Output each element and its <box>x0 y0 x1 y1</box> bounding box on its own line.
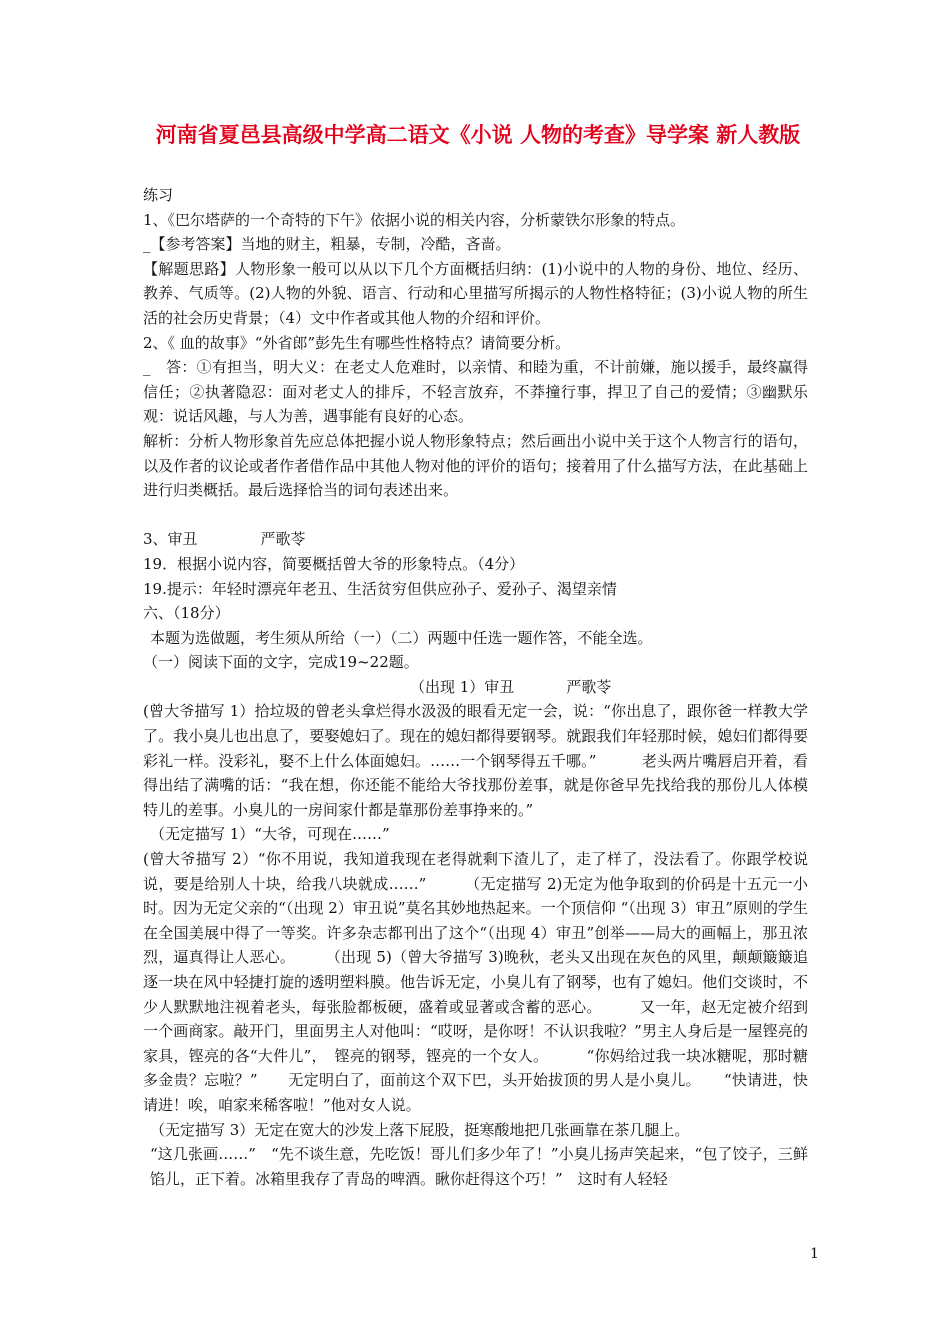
section-3-heading <box>143 527 808 552</box>
passage-paragraph: “这几张画……” “先不谈生意，先吃饭！哥儿们多少年了！”小臭儿扬声笑起来，“包了饺子，三鲜馅儿，正下着。冰箱里我存了青岛的啤酒。瞅你赶得这个巧！” 这时有人轻轻 <box>150 1145 808 1188</box>
answer-1: _【参考答案】当地的财主，粗暴，专制，冷酷，吝啬。 <box>143 235 511 254</box>
passage-paragraph: (曾大爷描写 1）拾垃圾的曾老头拿烂得水汲汲的眼看无定一会，说：“你出息了，跟你爸一样教大学了。我小臭儿也出息了，要娶媳妇了。现在的媳妇都得要钢琴。就跟我们年轻那时候，媳妇们都得要彩礼一样。没彩礼，娶不上什么体面媳妇。……一个钢琴得五千哪。” 老头两片嘴唇启开着，看得出结了满嘴的话：“我在想，你还能不能给大爷找那份差事，就是你爸早先找给我的那份儿人体模特儿的差事。小臭儿的一房间家什都是靠那份差事挣来的。” <box>143 702 808 819</box>
question-19: 19．根据小说内容，简要概括曾大爷的形象特点。（4分） <box>143 554 525 573</box>
document-body <box>143 183 808 1191</box>
answer-2: _ 答：①有担当，明大义：在老丈人危难时，以亲情、和睦为重，不计前嫌，施以援手，最终赢得信任；②执著隐忍：面对老丈人的排斥，不轻言放弃，不莽撞行事，捍卫了自己的爱情；③幽默乐观：说话风趣，与人为善，遇事能有良好的心态。 <box>143 358 808 426</box>
passage-paragraph: （无定描写 1）“大爷，可现在……” <box>150 825 390 844</box>
hint-19: 19.提示：年轻时漂亮年老丑、生活贫穷但供应孙子、爱孙子、渴望亲情 <box>143 579 617 598</box>
section-3-title: 3、审丑 <box>143 530 198 549</box>
selection-instructions: 本题为选做题，考生须从所给（一）（二）两题中任选一题作答，不能全选。 <box>150 628 653 647</box>
passage-paragraph: （无定描写 3）无定在宽大的沙发上落下屁股，挺寒酸地把几张画靠在茶几腿上。 <box>150 1120 690 1139</box>
practice-heading: 练习 <box>143 186 174 204</box>
question-1: 1、《巴尔塔萨的一个奇特的下午》依据小说的相关内容，分析蒙铁尔形象的特点。 <box>143 210 686 229</box>
document-title: 河南省夏邑县高级中学高二语文《小说 人物的考查》导学案 新人教版 <box>155 123 801 147</box>
passage-author: 严歌苓 <box>566 677 612 696</box>
spacer <box>143 503 808 528</box>
solution-approach: 【解题思路】人物形象一般可以从以下几个方面概括归纳：(1)小说中的人物的身份、地位、经历、教养、气质等。(2)人物的外貌、语言、行动和心里描写所揭示的人物性格特征；(3)小说人物的所生活的社会历史背景；（4）文中作者或其他人物的介绍和评价。 <box>143 259 808 327</box>
question-2: 2、《 血的故事》“外省郎”彭先生有哪些性格特点？请简要分析。 <box>143 333 571 352</box>
section-3-author: 严歌苓 <box>260 530 306 549</box>
analysis: 解析：分析人物形象首先应总体把握小说人物形象特点；然后画出小说中关于这个人物言行的语句，以及作者的议论或者作者借作品中其他人物对他的评价的语句；接着用了什么描写方法，在此基础上进行归类概括。最后选择恰当的词句表述出来。 <box>143 431 808 500</box>
section-6-heading: 六、（18分） <box>143 604 230 623</box>
passage-paragraph: (曾大爷描写 2）“你不用说，我知道我现在老得就剩下渣儿了，走了样了，没法看了。你跟学校说说，要是给别人十块，给我八块就成……” （无定描写 2)无定为他争取到的价码是十五元一小时。因为无定父亲的“（出现 2）审丑说”莫名其妙地热起来。一个顶信仰 “（出现 3）审丑”原则的学生在全国美展中得了一等奖。许多杂志都刊出了这个“（出现 4）审丑”创举——局大的画幅上，那丑浓烈，逼真得让人恶心。 （出现 5)（曾大爷描写 3)晚秋，老头又出现在灰色的风里，颠颠簸簸追逐一块在风中轻捷打旋的透明塑料膜。他告诉无定，小臭儿有了钢琴，也有了媳妇。他们交谈时，不少人默默地注视着老头，每张脸都板硬，盛着或显著或含蓄的恶心。 又一年，赵无定被介绍到一个画商家。敲开门，里面男主人对他叫：“哎呀，是你呀！不认识我啦？”男主人身后是一屋铿亮的家具，铿亮的各“大件儿”， 铿亮的钢琴，铿亮的一个女人。 “你妈给过我一块冰糖呢，那时糖多金贵？忘啦？” 无定明白了，面前这个双下巴，头开始拔顶的男人是小臭儿。 “快请进，快请进！唉，咱家来稀客啦！”他对女人说。 <box>143 850 808 1114</box>
reading-instructions: （一）阅读下面的文字，完成19~22题。 <box>143 653 419 672</box>
passage-heading <box>143 675 808 700</box>
passage-title: （出现 1）审丑 <box>410 677 515 696</box>
page-number: 1 <box>810 1246 819 1262</box>
